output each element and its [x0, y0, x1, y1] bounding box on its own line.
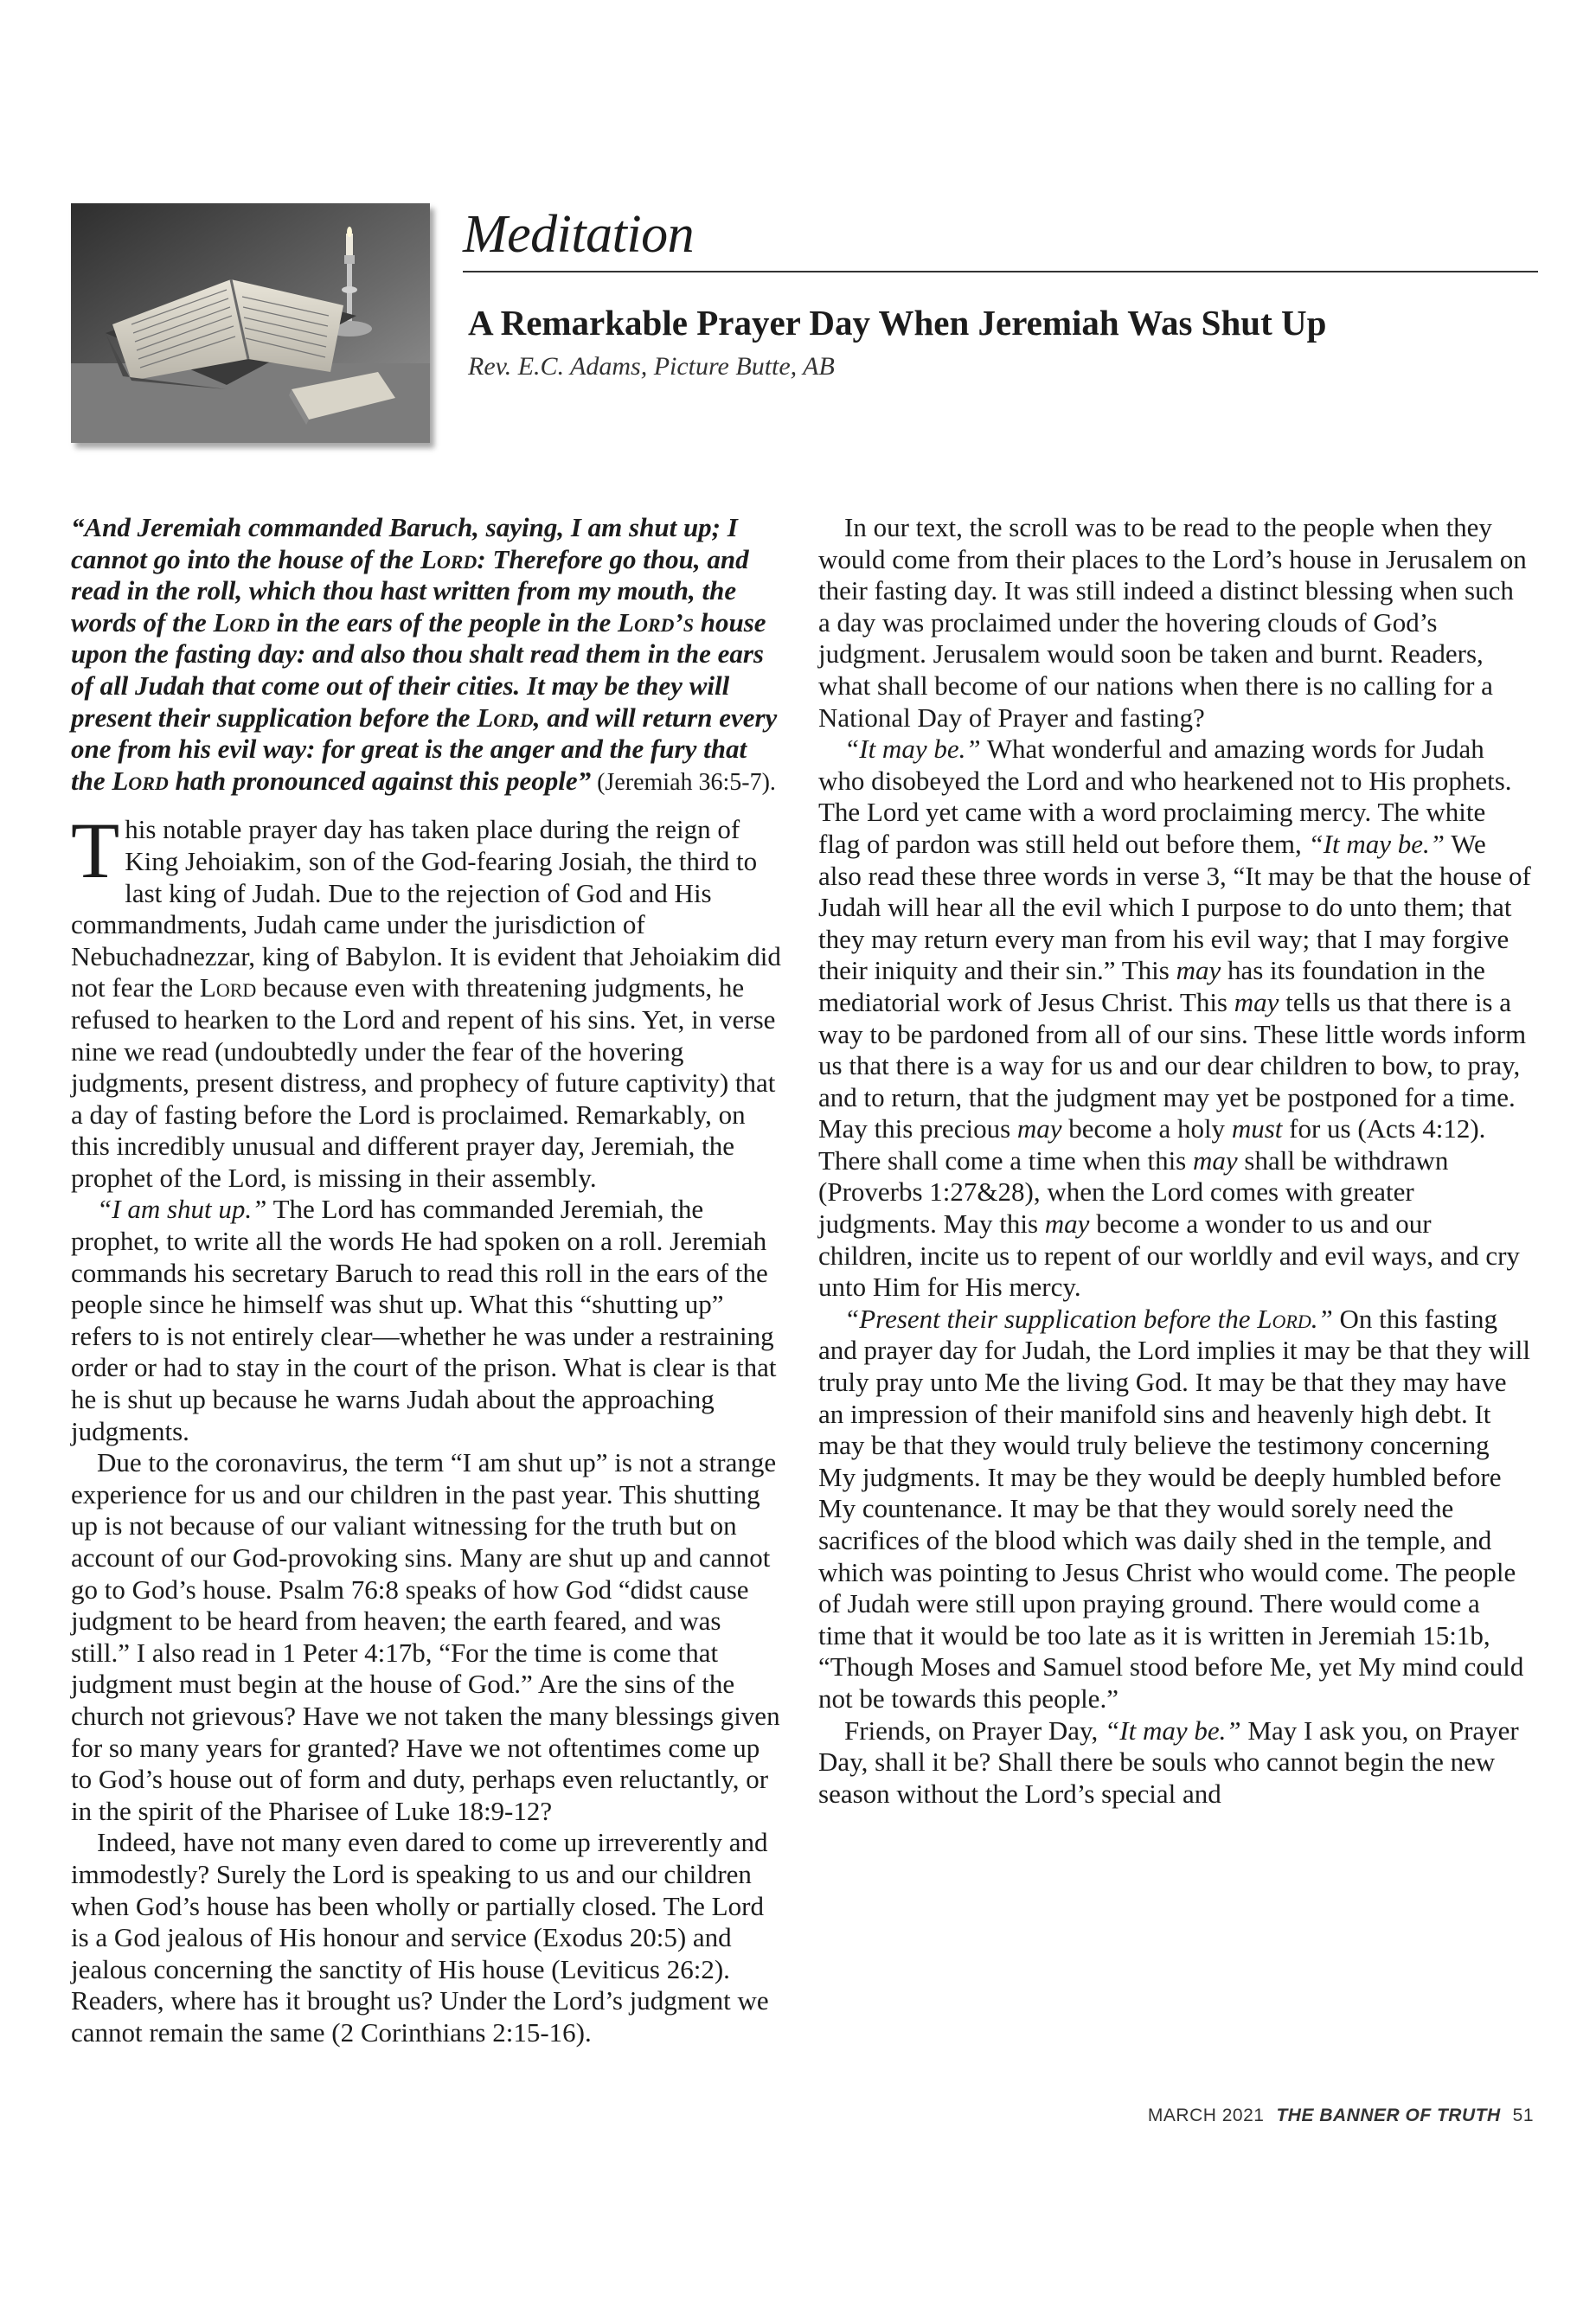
page-footer [1148, 2106, 1534, 2126]
paragraph-2: “I am shut up.” The Lord has commanded Jeremiah, the prophet, to write all the words He had spoken on a roll. Jeremiah commands his secretary Baruch to read this roll in the ears of the people since he himself was shut up. What this “shutting up” refers to is not entirely clear—whether he was under a restraining order or had to stay in the court of the prison. What is clear is that he is shut up because he warns Judah about the approaching judgments. [71, 1194, 777, 1446]
left-column [71, 512, 785, 2049]
paragraph-6: “It may be.” What wonderful and amazing words for Judah who disobeyed the Lord and who hearkened not to His prophets. The Lord yet came with a word proclaiming mercy. The white flag of pardon was still held out before them, “It may be.” We also read these three words in verse 3, “It may be that the house of Judah will hear all the evil which I purpose to do unto them; that they may return every man from his evil way; that I may forgive their iniquity and their sin.” This may has its foundation in the mediatorial work of Jesus Christ. This may tells us that there is a way to be pardoned from all of our sins. These little words inform us that there is a way for us and our dear children to bow, to pray, and to return, that the judgment may yet be postponed for a time. May this precious may become a holy must for us (Acts 4:12). There shall come a time when this may shall be withdrawn (Proverbs 1:27&28), when the Lord comes with greater judgments. May this may become a wonder to us and our children, incite us to repent of our worldly and evil ways, and cry unto Him for His mercy. [818, 734, 1531, 1303]
issue-date: MARCH 2021 [1147, 2106, 1265, 2125]
paragraph-1: This notable prayer day has taken place during the reign of King Jehoiakim, son of the God-fearing Josiah, the third to last king of Judah. Due to the rejection of God and His commandments, Judah came under the jurisdiction of Nebuchadnezzar, king of Babylon. It is evident that Jehoiakim did not fear the Lord because even with threatening judgments, he refused to hearken to the Lord and repent of his sins. Yet, in verse nine we read (undoubtedly under the fear of the hovering judgments, present distress, and prophecy of future captivity) that a day of fasting before the Lord is proclaimed. Remarkably, on this incredibly unusual and different prayer day, Jeremiah, the prophet of the Lord, is missing in their assembly. [71, 806, 781, 1193]
page-number: 51 [1512, 2106, 1534, 2125]
right-column [818, 512, 1532, 1810]
title-divider [463, 271, 1538, 272]
paragraph-4: Indeed, have not many even dared to come up irreverently and immodestly? Surely the Lord is speaking to us and our children when God’s house has been wholly or partially closed. The Lord is a God jealous of His honour and service (Exodus 20:5) and jealous concerning the sanctity of His house (Leviticus 26:2). Readers, where has it brought us? Under the Lord’s judgment we cannot remain the same (2 Corinthians 2:15-16). [71, 1827, 769, 2048]
drop-cap: T [71, 806, 120, 895]
scripture-reference: (Jeremiah 36:5-7). [591, 768, 776, 796]
paragraph-3: Due to the coronavirus, the term “I am shut up” is not a strange experience for us and our children in the past year. This shutting up is not because of our valiant witnessing for the truth but on account of our God-provoking sins. Many are shut up and cannot go to God’s house. Psalm 76:8 speaks of how God “didst cause judgment to be heard from heaven; the earth feared, and was still.” I also read in 1 Peter 4:17b, “For the time is come that judgment must begin at the house of God.” Are the sins of the church not grievous? Have we not taken the many blessings given for so many years for granted? Have we not oftentimes come up to God’s house out of form and duty, perhaps even reluctantly, or in the spirit of the Pharisee of Luke 18:9-12? [71, 1447, 780, 1826]
publication-name: THE BANNER OF TRUTH [1276, 2106, 1501, 2125]
paragraph-7: “Present their supplication before the Lord.” On this fasting and prayer day for Judah, the Lord implies it may be that they will truly pray unto Me the living God. It may be that they may have an impression of their manifold sins and heavenly high debt. It may be that they would truly believe the testimony concerning My judgments. It may be they would be deeply humbled before My countenance. It may be that they would sorely need the sacrifices of the blood which was daily shed in the temple, and which was pointing to Jesus Christ who would come. The people of Judah were still upon praying ground. There would come a time that it would be too late as it is written in Jeremiah 15:1b, “Though Moses and Samuel stood before Me, yet My mind could not be towards this people.” [818, 1303, 1530, 1714]
article-title: A Remarkable Prayer Day When Jeremiah Was Shut Up [468, 303, 1327, 343]
section-title: Meditation [463, 205, 695, 264]
scripture-quote: “And Jeremiah commanded Baruch, saying, I am shut up; I cannot go into the house of the Lord: Therefore go thou, and read in the roll, which thou hast written from my mouth, the words of the Lord in the ears of the people in the Lord’s house upon the fasting day: and also thou shalt read them in the ears of all Judah that come out of their cities. It may be they will present their supplication before the Lord, and will return every one from his evil way: for great is the anger and the fury that the Lord hath pronounced against this people” (Jeremiah 36:5-7). [71, 512, 778, 796]
byline: Rev. E.C. Adams, Picture Butte, AB [468, 352, 835, 381]
paragraph-5: In our text, the scroll was to be read to the people when they would come from their places to the Lord’s house in Jerusalem on their fasting day. It was still indeed a distinct blessing when such a day was proclaimed under the hovering clouds of God’s judgment. Jerusalem would soon be taken and burnt. Readers, what shall become of our nations when there is no calling for a National Day of Prayer and fasting? [818, 512, 1527, 733]
paragraph-8: Friends, on Prayer Day, “It may be.” May I ask you, on Prayer Day, shall it be? Shall there be souls who cannot begin the new season without the Lord’s special and [818, 1715, 1519, 1809]
header-illustration [71, 203, 430, 443]
